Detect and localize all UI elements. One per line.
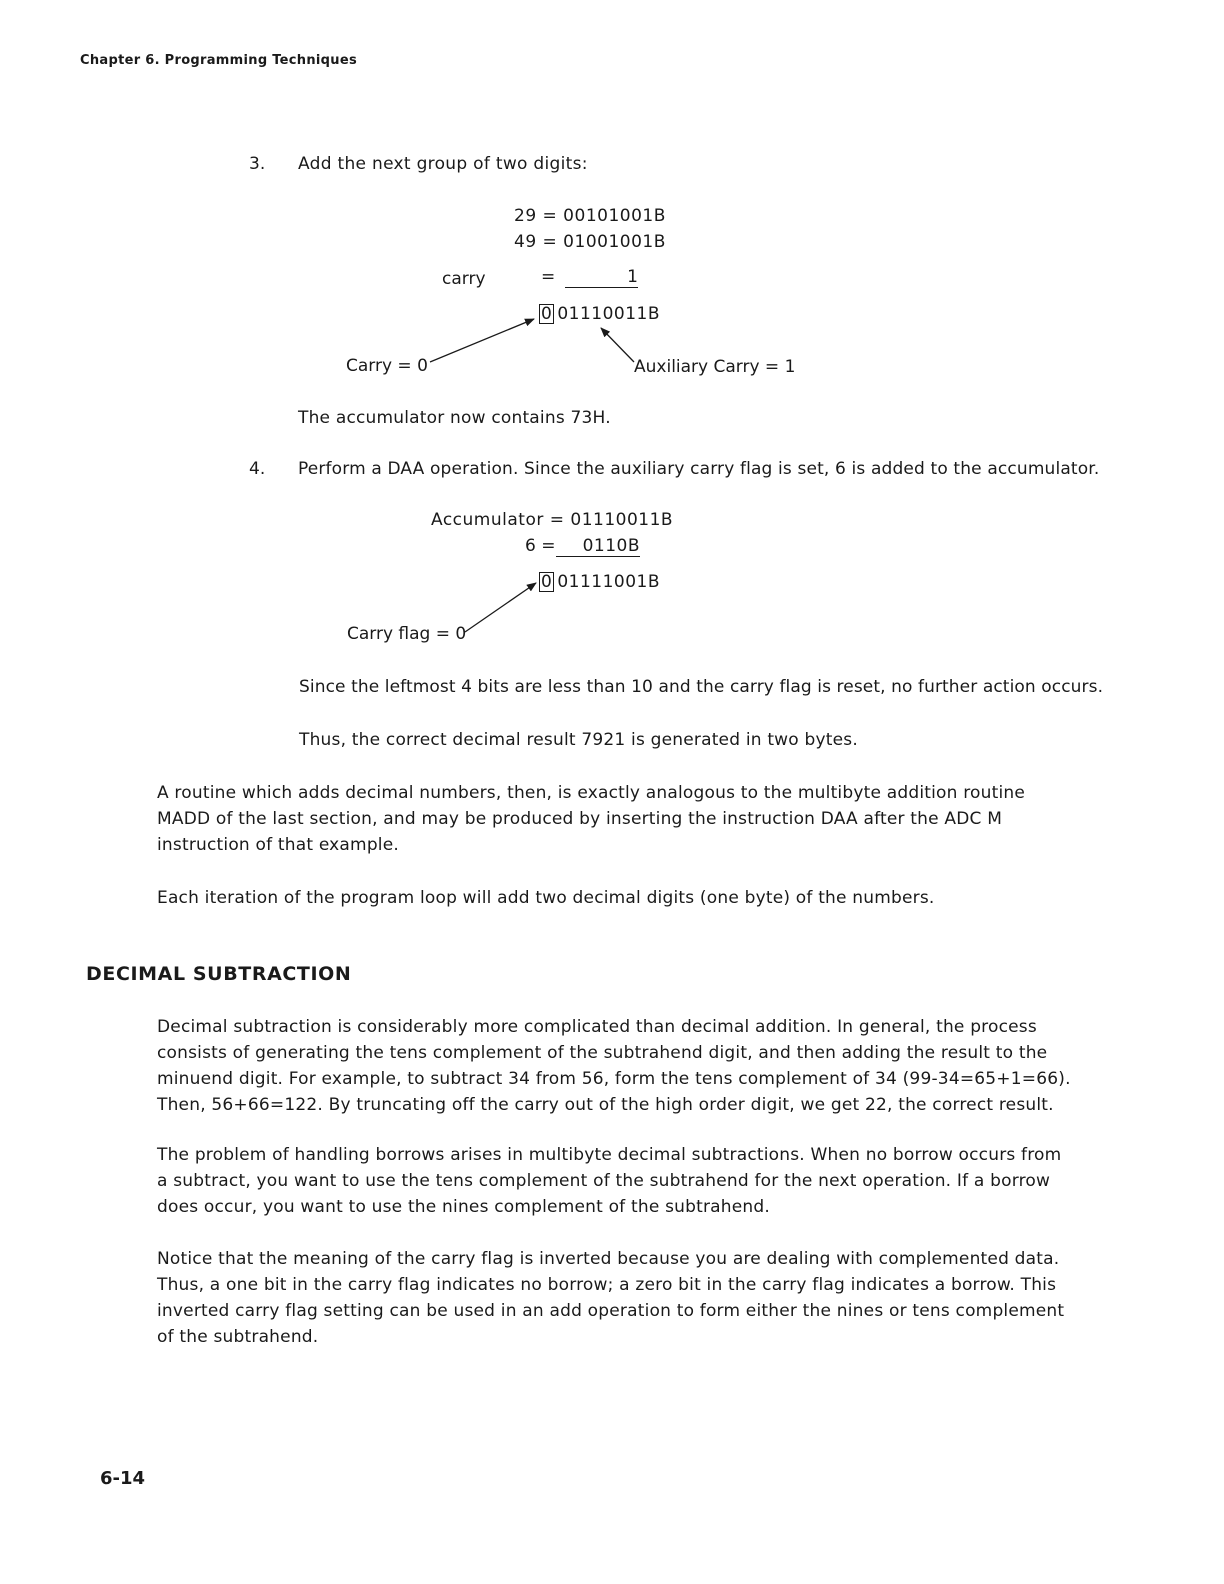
sum-bits: 01110011B	[557, 304, 661, 324]
section-paragraph-2: The problem of handling borrows arises in multibyte decimal subtractions. When no borrow occurs from a subtract, you want to use the tens complement of the subtrahend for the next operation. If a borrow does occur, you want to use the nines complement of the subtrahend.	[157, 1145, 1062, 1217]
section-paragraph-3: Notice that the meaning of the carry flag is inverted because you are dealing with complemented data. Thus, a one bit in the carry flag indicates no borrow; a zero bit in the carry flag indicates a borrow. This inverted carry flag setting can be used in an add operation to form either the nines or tens complement of the subtrahend.	[157, 1249, 1065, 1347]
daa-carry-bit-box: 0	[541, 572, 553, 592]
body-paragraph-1: A routine which adds decimal numbers, then, is exactly analogous to the multibyte addition routine MADD of the last section, and may be produced by inserting the instruction DAA after the ADC M instruction of that example.	[157, 783, 1026, 855]
running-header: Chapter 6. Programming Techniques	[80, 53, 357, 68]
step-3-text: Add the next group of two digits:	[298, 154, 588, 174]
carry-label: carry	[442, 269, 486, 289]
section-paragraph-1: Decimal subtraction is considerably more complicated than decimal addition. In general, the process consists of generating the tens complement of the subtrahend digit, and then adding the result to the minuend digit. For example, to subtract 34 from 56, form the tens complement of 34 (99-34=65+1=66). Then, 56+66=122. By truncating off the carry out of the high order digit, we get 22, the correct result.	[157, 1017, 1071, 1115]
step-4-text: Perform a DAA operation. Since the auxiliary carry flag is set, 6 is added to the accumulator.	[298, 459, 1100, 479]
step-4-number: 4.	[249, 459, 266, 479]
carry-flag-arrow	[465, 583, 536, 632]
carry-note: Carry = 0	[346, 356, 428, 376]
addend-line-2: 49 = 01001001B	[514, 232, 666, 252]
six-value: 0110B	[556, 536, 640, 557]
aux-carry-note: Auxiliary Carry = 1	[634, 357, 796, 377]
carry-bit-box: 0	[541, 304, 553, 324]
leftmost-bits-note: Since the leftmost 4 bits are less than 10 and the carry flag is reset, no further action occurs.	[299, 677, 1104, 697]
carry-arrow	[430, 319, 534, 362]
accumulator-note: The accumulator now contains 73H.	[298, 408, 611, 428]
aux-carry-arrow	[601, 328, 634, 362]
body-paragraph-2: Each iteration of the program loop will add two decimal digits (one byte) of the numbers.	[157, 888, 935, 908]
six-label: 6 =	[525, 536, 556, 556]
section-heading: DECIMAL SUBTRACTION	[86, 963, 352, 985]
carry-value: 1	[565, 267, 638, 288]
carry-flag-note: Carry flag = 0	[347, 624, 467, 644]
accumulator-line: Accumulator = 01110011B	[431, 510, 674, 530]
addend-line-1: 29 = 00101001B	[514, 206, 666, 226]
result-note: Thus, the correct decimal result 7921 is generated in two bytes.	[299, 730, 858, 750]
daa-bits: 01111001B	[557, 572, 661, 592]
step-3-number: 3.	[249, 154, 266, 174]
carry-equals: =	[541, 267, 556, 287]
page-number: 6-14	[100, 1468, 146, 1489]
